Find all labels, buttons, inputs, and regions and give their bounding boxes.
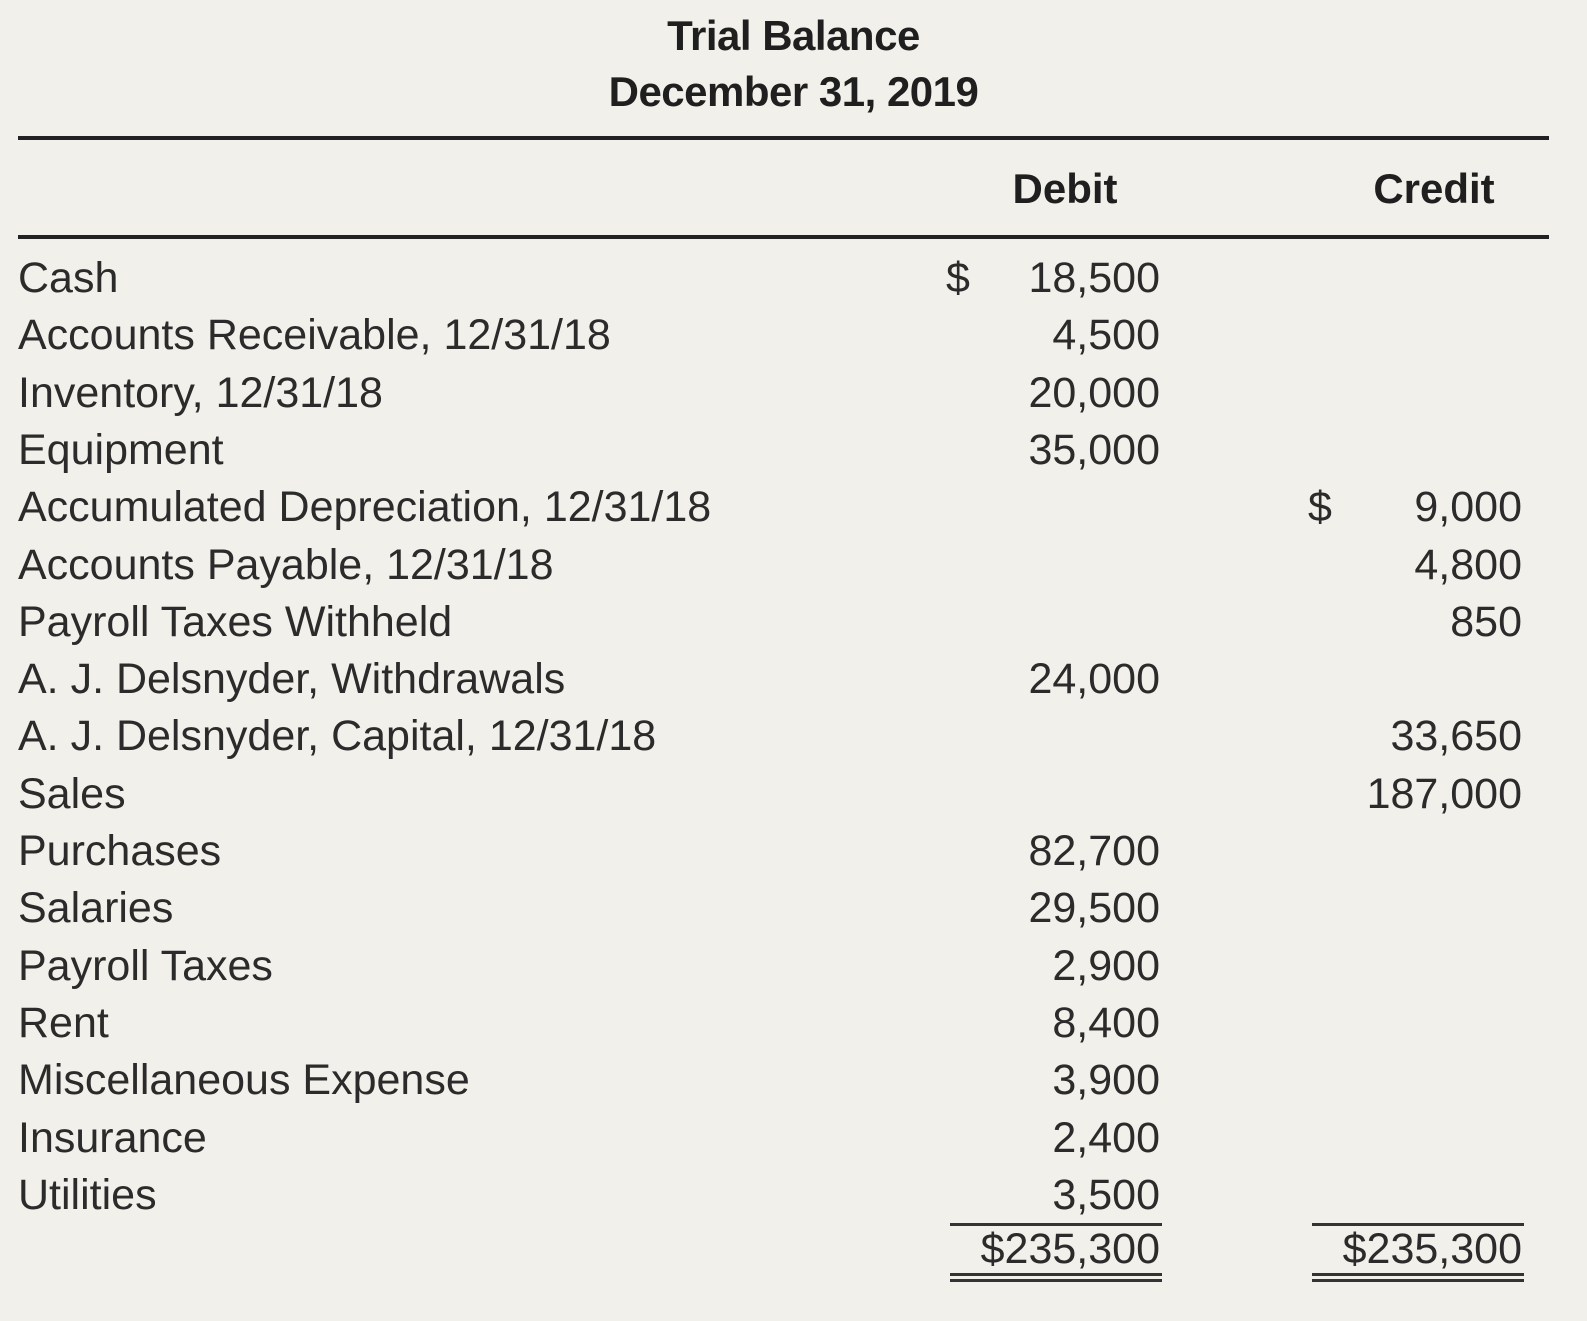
account-name: Purchases [18, 827, 222, 875]
account-name: Utilities [18, 1170, 157, 1219]
account-name: Accounts Payable, 12/31/18 [18, 540, 554, 589]
account-name: Cash [18, 254, 119, 302]
account-name: Rent [18, 998, 109, 1047]
credit-amount: 9,000 [1414, 483, 1522, 532]
totals-row [0, 1221, 1587, 1278]
table-row [0, 651, 1587, 708]
account-name: Equipment [18, 425, 224, 474]
debit-amount: 82,700 [1028, 827, 1160, 875]
table-row [0, 995, 1587, 1052]
debit-amount: 29,500 [1028, 884, 1160, 933]
debit-total-double-rule-2 [950, 1279, 1162, 1282]
debit-amount: 3,900 [1052, 1056, 1160, 1105]
account-name: Sales [18, 769, 126, 818]
document-title: Trial Balance [667, 12, 920, 59]
credit-total-double-rule-1 [1312, 1273, 1524, 1276]
table-row [0, 766, 1587, 823]
account-name: Inventory, 12/31/18 [18, 368, 383, 417]
credit-total: $235,300 [1342, 1225, 1522, 1273]
table-row [0, 422, 1587, 479]
account-name: Accounts Receivable, 12/31/18 [18, 311, 611, 360]
table-row [0, 708, 1587, 765]
account-name: Salaries [18, 884, 174, 933]
debit-amount: 3,500 [1052, 1170, 1160, 1219]
header-top-rule [18, 136, 1549, 140]
debit-amount: 2,900 [1052, 941, 1160, 990]
header-bottom-rule [18, 235, 1549, 239]
account-name: Payroll Taxes [18, 941, 273, 990]
table-row [0, 1110, 1587, 1167]
table-row [0, 823, 1587, 880]
debit-amount: 2,400 [1052, 1113, 1160, 1162]
account-name: A. J. Delsnyder, Withdrawals [18, 655, 566, 704]
credit-amount: 850 [1450, 597, 1522, 646]
credit-amount: 33,650 [1390, 712, 1522, 761]
table-row [0, 1167, 1587, 1224]
debit-amount: 35,000 [1028, 425, 1160, 474]
debit-amount: 8,400 [1052, 998, 1160, 1047]
account-name: Miscellaneous Expense [18, 1056, 470, 1105]
credit-amount: 4,800 [1414, 540, 1522, 589]
table-row [0, 250, 1587, 307]
table-row [0, 1052, 1587, 1109]
debit-amount: 18,500 [1028, 254, 1160, 302]
table-row [0, 938, 1587, 995]
table-row [0, 307, 1587, 364]
account-name: Accumulated Depreciation, 12/31/18 [18, 483, 712, 532]
document-date: December 31, 2019 [608, 68, 979, 115]
credit-column-header: Credit [1373, 165, 1495, 212]
debit-currency-symbol: $ [946, 254, 970, 302]
debit-amount: 4,500 [1052, 311, 1160, 360]
table-row [0, 880, 1587, 937]
table-row [0, 594, 1587, 651]
table-row [0, 537, 1587, 594]
debit-total: $235,300 [980, 1225, 1160, 1273]
table-row [0, 479, 1587, 536]
debit-column-header: Debit [1012, 165, 1118, 212]
credit-currency-symbol: $ [1308, 483, 1332, 532]
table-row [0, 365, 1587, 422]
account-name: Payroll Taxes Withheld [18, 597, 453, 646]
debit-amount: 20,000 [1028, 368, 1160, 417]
debit-amount: 24,000 [1028, 655, 1160, 704]
credit-total-double-rule-2 [1312, 1279, 1524, 1282]
debit-total-double-rule-1 [950, 1273, 1162, 1276]
account-name: Insurance [18, 1113, 207, 1162]
account-name: A. J. Delsnyder, Capital, 12/31/18 [18, 712, 657, 761]
credit-amount: 187,000 [1366, 769, 1522, 818]
